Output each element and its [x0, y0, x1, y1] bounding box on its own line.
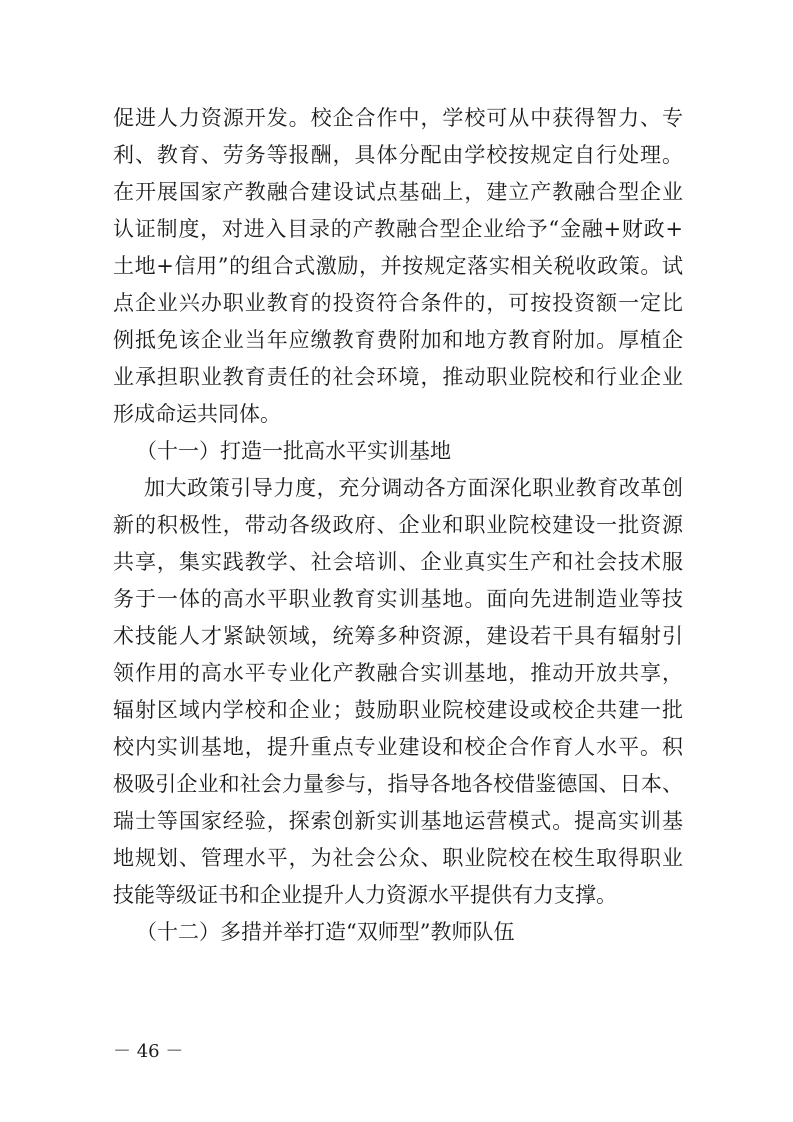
text-line: 新的积极性，带动各级政府、企业和职业院校建设一批资源 — [113, 513, 683, 537]
text-line: 形成命运共同体。 — [113, 402, 281, 426]
page-number: － 46 － — [113, 1041, 184, 1062]
text-line: 地规划、管理水平，为社会公众、职业院校在校生取得职业 — [113, 846, 683, 870]
text-line: 术技能人才紧缺领域，统筹多种资源，建设若干具有辐射引 — [113, 624, 683, 648]
paragraph — [113, 470, 683, 914]
paragraph — [113, 100, 683, 433]
text-line: 极吸引企业和社会力量参与，指导各地各校借鉴德国、日本、 — [113, 772, 683, 796]
body-text — [113, 100, 683, 951]
text-line: 例抵免该企业当年应缴教育费附加和地方教育附加。厚植企 — [113, 328, 683, 352]
text-line: 务于一体的高水平职业教育实训基地。面向先进制造业等技 — [113, 587, 683, 611]
text-line: 校内实训基地，提升重点专业建设和校企合作育人水平。积 — [113, 735, 683, 759]
text-line: 利、教育、劳务等报酬，具体分配由学校按规定自行处理。 — [113, 143, 683, 167]
text-line: 辐射区域内学校和企业；鼓励职业院校建设或校企共建一批 — [113, 698, 683, 722]
section-heading: （十二）多措并举打造“双师型”教师队伍 — [136, 920, 515, 944]
text-line: 瑞士等国家经验，探索创新实训基地运营模式。提高实训基 — [113, 809, 683, 833]
text-line: 认证制度，对进入目录的产教融合型企业给予“金融+财政+ — [113, 217, 683, 241]
text-line: 加大政策引导力度，充分调动各方面深化职业教育改革创 — [144, 476, 683, 500]
text-line: 领作用的高水平专业化产教融合实训基地，推动开放共享， — [113, 661, 683, 685]
text-line: 点企业兴办职业教育的投资符合条件的，可按投资额一定比 — [113, 291, 683, 315]
text-line: 共享，集实践教学、社会培训、企业真实生产和社会技术服 — [113, 550, 683, 574]
text-line: 促进人力资源开发。校企合作中，学校可从中获得智力、专 — [113, 106, 683, 130]
section-heading: （十一）打造一批高水平实训基地 — [136, 439, 451, 463]
text-line: 技能等级证书和企业提升人力资源水平提供有力支撑。 — [113, 883, 617, 907]
text-line: 业承担职业教育责任的社会环境，推动职业院校和行业企业 — [113, 365, 683, 389]
text-line: 在开展国家产教融合建设试点基础上，建立产教融合型企业 — [113, 180, 683, 204]
text-line: 土地+信用”的组合式激励，并按规定落实相关税收政策。试 — [113, 254, 683, 278]
